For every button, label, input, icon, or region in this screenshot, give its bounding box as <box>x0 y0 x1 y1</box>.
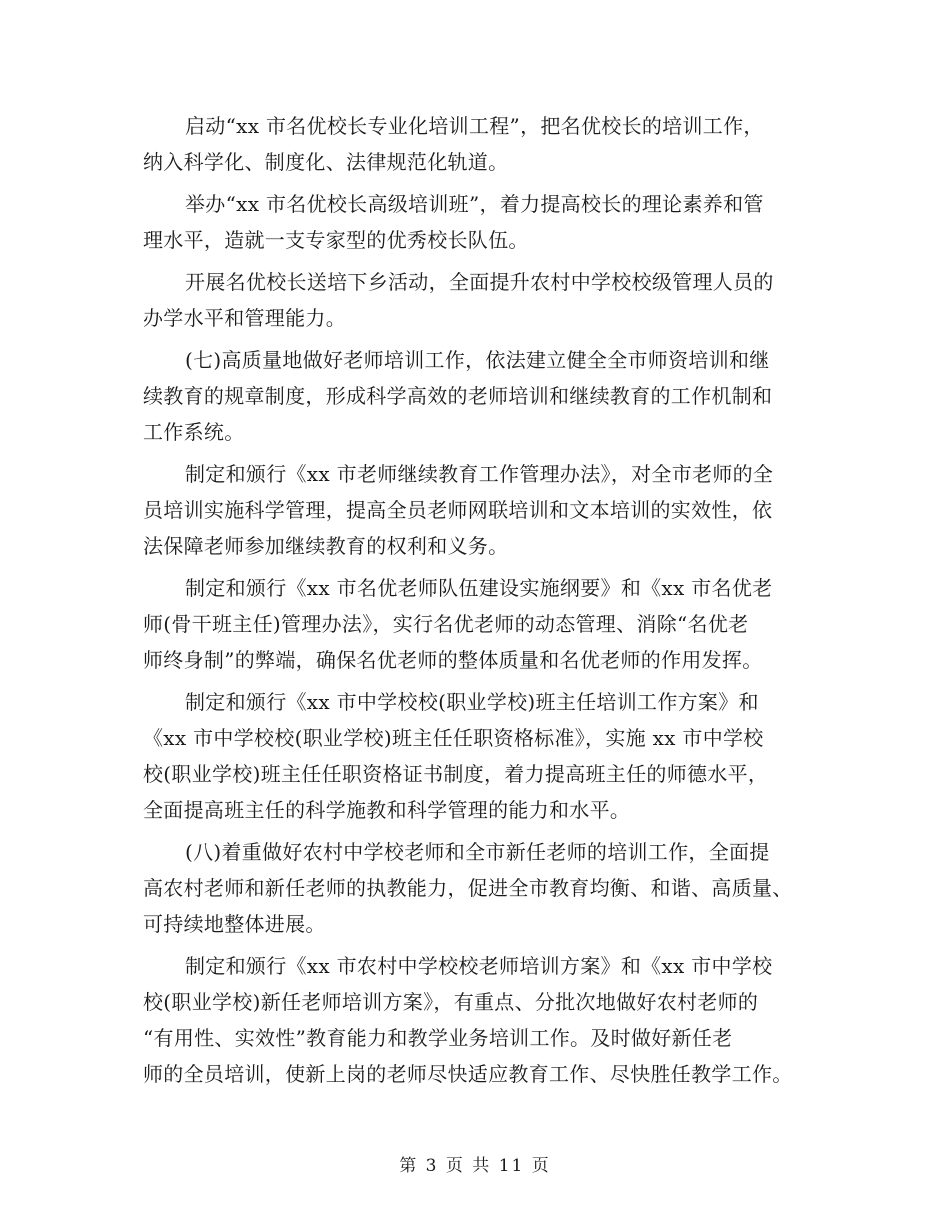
text-line: 续教育的规章制度，形成科学高效的老师培训和继续教育的工作机制和 <box>143 384 773 408</box>
document-body <box>143 108 815 1098</box>
text-line: (七)高质量地做好老师培训工作，依法建立健全全市师资培训和继 <box>185 348 770 372</box>
text-line: 全面提高班主任的科学施教和科学管理的能力和水平。 <box>143 798 631 822</box>
paragraph <box>143 456 815 564</box>
text-line: 制定和颁行《xx 市中学校校(职业学校)班主任培训工作方案》和 <box>185 690 759 714</box>
text-line: 开展名优校长送培下乡活动，全面提升农村中学校校级管理人员的 <box>185 270 774 294</box>
text-line: 校(职业学校)班主任任职资格证书制度，着力提高班主任的师德水平， <box>143 762 769 786</box>
page-number-footer: 第 3 页 共 11 页 <box>399 1156 551 1176</box>
text-line: 办学水平和管理能力。 <box>143 306 346 330</box>
text-line: 师(骨干班主任)管理办法》，实行名优老师的动态管理、消除“名优老 <box>143 612 749 636</box>
paragraph <box>143 186 815 258</box>
text-line: 《xx 市中学校校(职业学校)班主任任职资格标准》，实施 xx 市中学校 <box>143 726 764 750</box>
paragraph <box>143 570 815 678</box>
text-line: 纳入科学化、制度化、法律规范化轨道。 <box>143 150 509 174</box>
text-line: 师的全员培训，使新上岗的老师尽快适应教育工作、尽快胜任教学工作。 <box>143 1062 793 1086</box>
text-line: 启动“xx 市名优校长专业化培训工程”，把名优校长的培训工作， <box>185 114 764 138</box>
text-line: 制定和颁行《xx 市农村中学校校老师培训方案》和《xx 市中学校 <box>185 954 773 978</box>
paragraph <box>143 108 815 180</box>
paragraph <box>143 948 815 1092</box>
text-line: “有用性、实效性”教育能力和教学业务培训工作。及时做好新任老 <box>143 1026 733 1050</box>
text-line: (八)着重做好农村中学校老师和全市新任老师的培训工作，全面提 <box>185 840 770 864</box>
text-line: 可持续地整体进展。 <box>143 912 326 936</box>
text-line: 举办“xx 市名优校长高级培训班”，着力提高校长的理论素养和管 <box>185 192 764 216</box>
text-line: 制定和颁行《xx 市名优老师队伍建设实施纲要》和《xx 市名优老 <box>185 576 773 600</box>
text-line: 员培训实施科学管理，提高全员老师网联培训和文本培训的实效性，依 <box>143 498 773 522</box>
text-line: 法保障老师参加继续教育的权利和义务。 <box>143 534 509 558</box>
paragraph <box>143 342 815 450</box>
text-line: 校(职业学校)新任老师培训方案》，有重点、分批次地做好农村老师的 <box>143 990 759 1014</box>
text-line: 制定和颁行《xx 市老师继续教育工作管理办法》，对全市老师的全 <box>185 462 774 486</box>
text-line: 高农村老师和新任老师的执教能力，促进全市教育均衡、和谐、高质量、 <box>143 876 793 900</box>
paragraph <box>143 834 815 942</box>
text-line: 工作系统。 <box>143 420 245 444</box>
paragraph <box>143 264 815 336</box>
text-line: 师终身制”的弊端，确保名优老师的整体质量和名优老师的作用发挥。 <box>143 648 763 672</box>
text-line: 理水平，造就一支专家型的优秀校长队伍。 <box>143 228 529 252</box>
paragraph <box>143 684 815 828</box>
